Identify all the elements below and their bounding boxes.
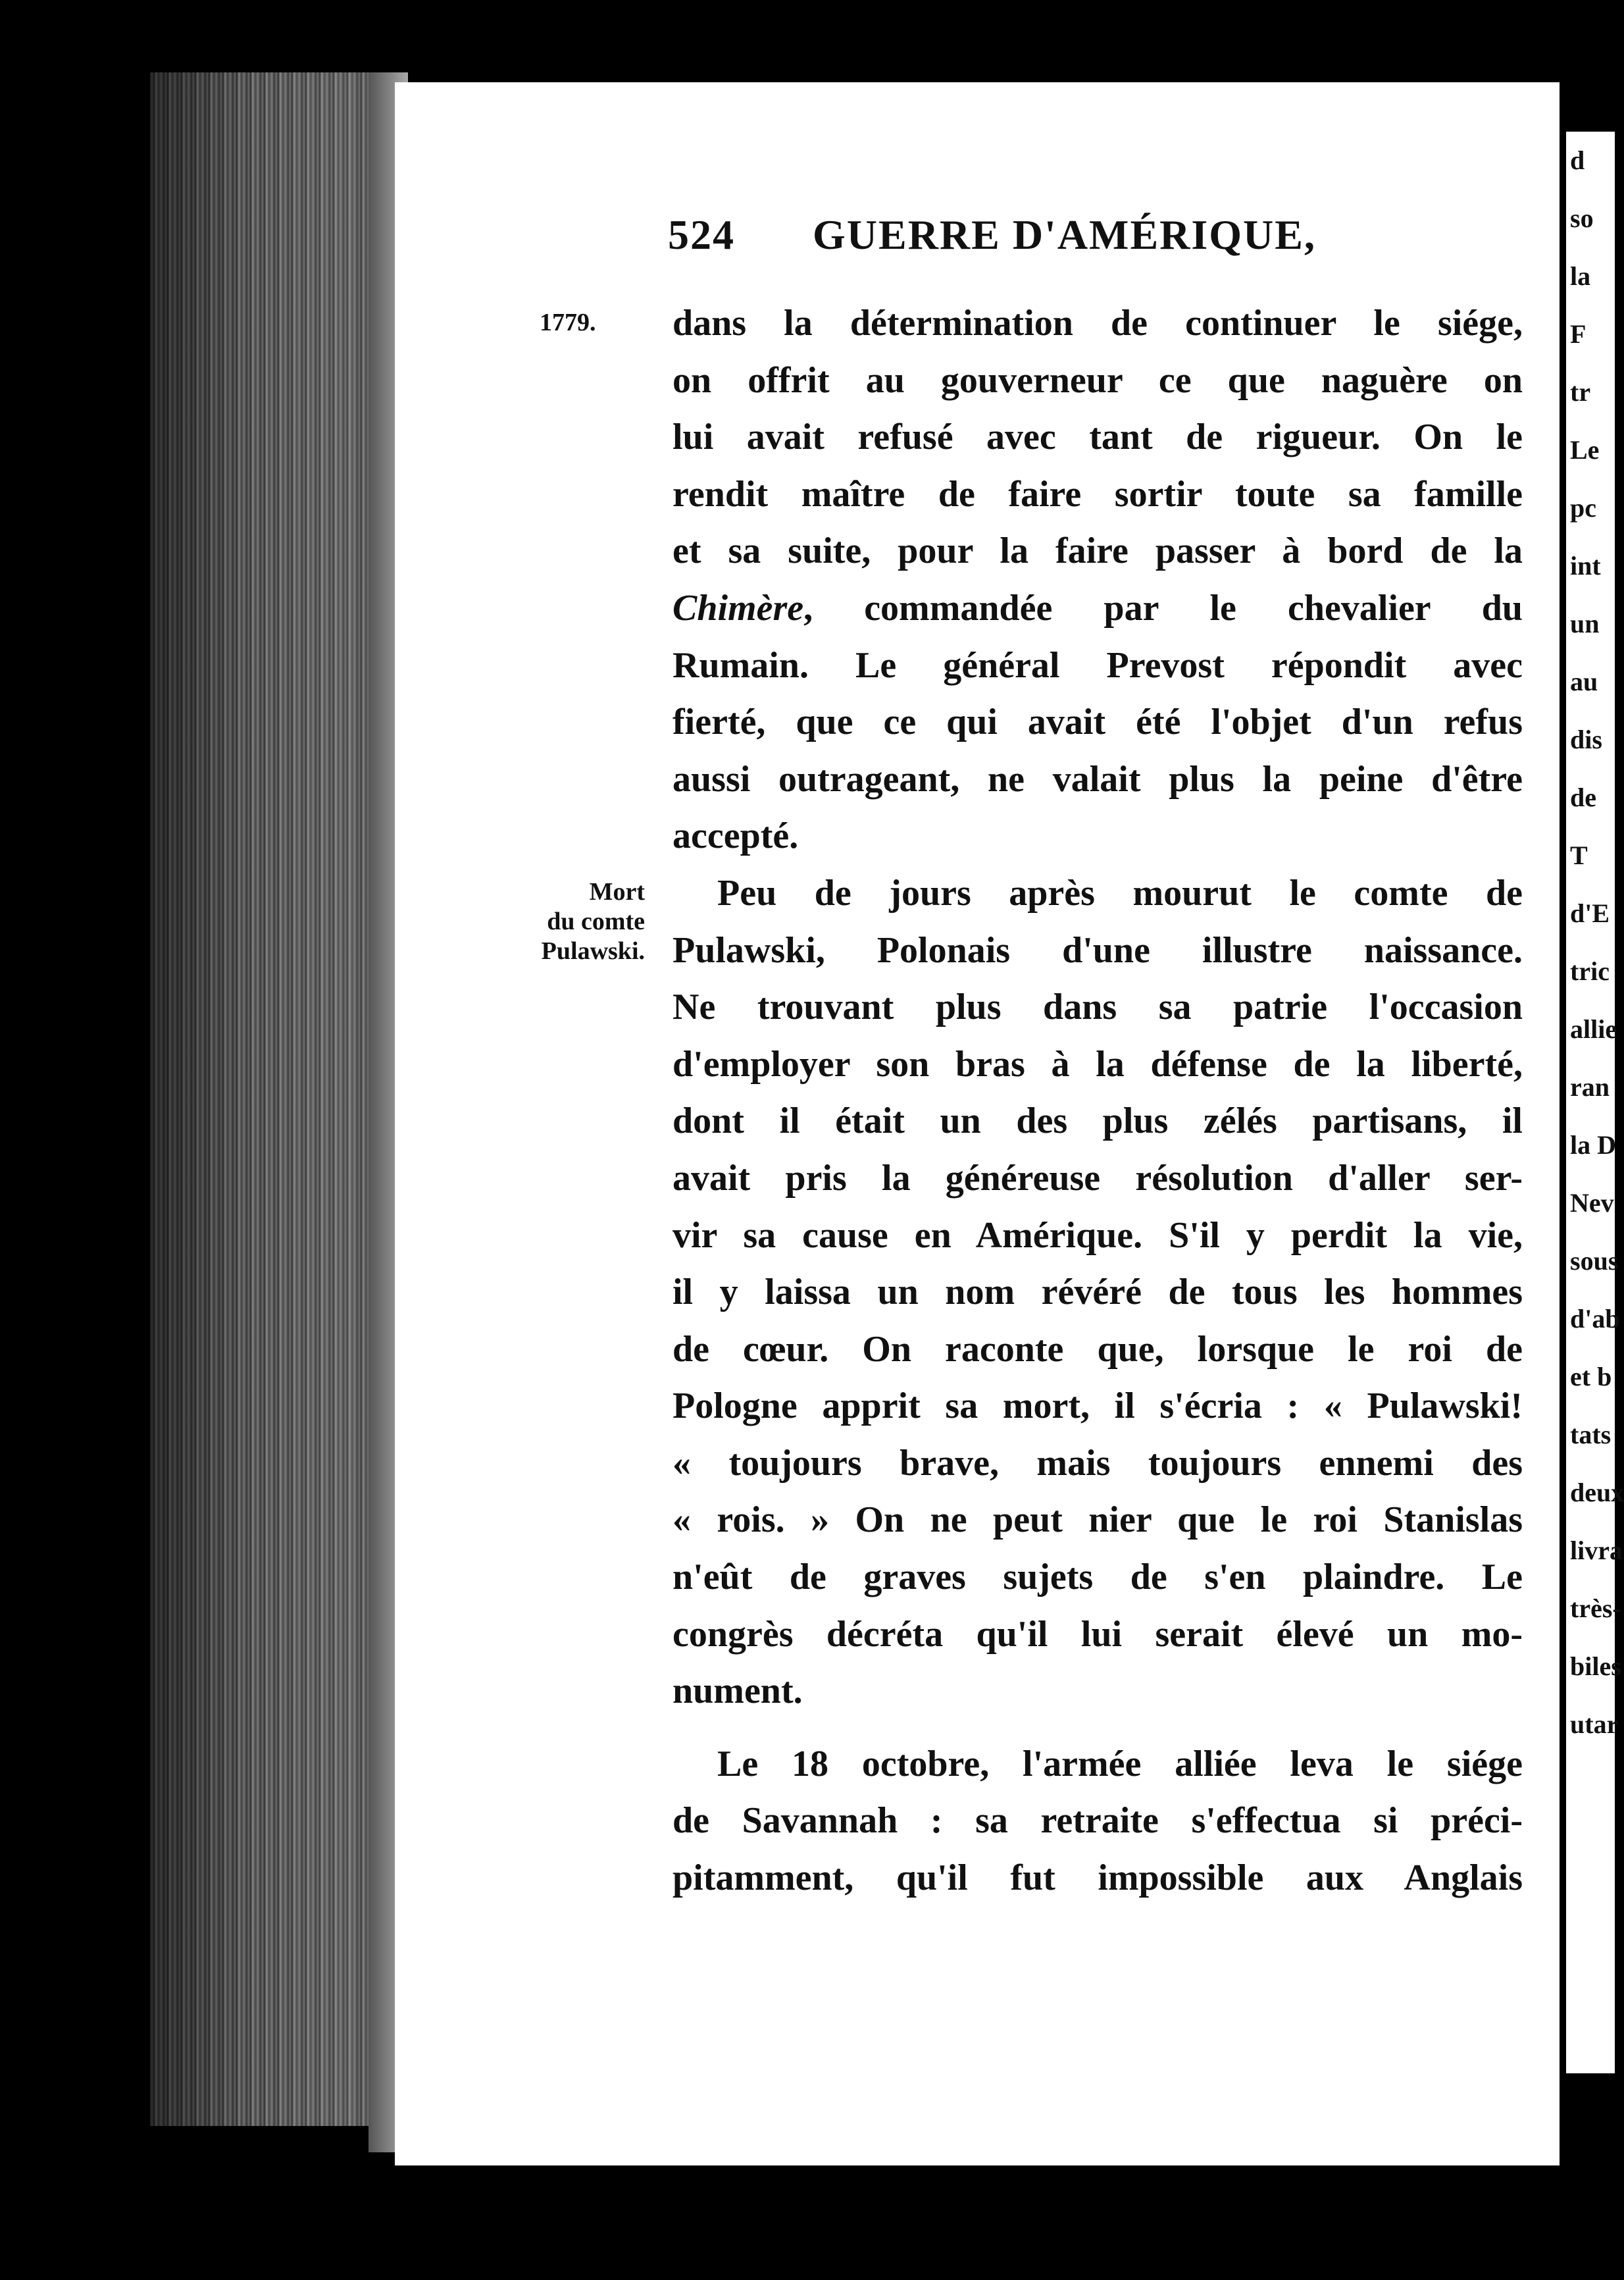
facing-page-fragment: d'E	[1570, 898, 1610, 928]
body-text	[672, 295, 1523, 1907]
text-line: Rumain. Le général Prevost répondit avec	[672, 644, 1523, 686]
facing-page-fragment: utar	[1570, 1709, 1619, 1739]
facing-page-fragment: ran	[1570, 1072, 1610, 1102]
facing-page-fragment: pc	[1570, 493, 1596, 523]
facing-page-fragment: au	[1570, 667, 1598, 696]
facing-page-fragment: dis	[1570, 725, 1602, 754]
text-line: n'eût de graves sujets de s'en plaindre. Le	[672, 1557, 1523, 1598]
paragraph	[672, 295, 1523, 865]
margin-note-line: Pulawski.	[541, 937, 645, 965]
text-line: Chimère, commandée par le chevalier du	[672, 587, 1523, 629]
text-line: et sa suite, pour la faire passer à bord de la	[672, 531, 1523, 572]
facing-page-fragment: d'ab	[1570, 1304, 1620, 1334]
facing-page-fragment: et b	[1570, 1362, 1612, 1391]
facing-page-fragment: la D	[1570, 1130, 1616, 1160]
facing-page-fragment: tr	[1570, 377, 1591, 407]
text-line: fierté, que ce qui avait été l'objet d'un refus	[672, 702, 1523, 743]
text-line: il y laissa un nom révéré de tous les hommes	[672, 1272, 1523, 1313]
text-line: congrès décréta qu'il lui serait élevé un mo-	[672, 1613, 1523, 1655]
facing-page-fragment: un	[1570, 609, 1600, 638]
text-line: vir sa cause en Amérique. S'il y perdit la vie,	[672, 1214, 1523, 1256]
year-marker: 1779.	[540, 309, 596, 336]
facing-page-fragment: Nev	[1570, 1188, 1614, 1218]
text-line: dans la détermination de continuer le siége,	[672, 303, 1523, 344]
facing-page-fragment: sous	[1570, 1246, 1619, 1276]
facing-page-fragment: Le	[1570, 435, 1600, 465]
text-line: rendit maître de faire sortir toute sa famille	[672, 473, 1523, 515]
paragraph-gap	[672, 1720, 1523, 1736]
text-line: Pulawski, Polonais d'une illustre naissance.	[672, 929, 1523, 971]
text-line: « toujours brave, mais toujours ennemi des	[672, 1442, 1523, 1484]
text-line: de Savannah : sa retraite s'effectua si préci-	[672, 1800, 1523, 1842]
text-line: Le 18 octobre, l'armée alliée leva le siége	[717, 1743, 1523, 1784]
page-number: 524	[668, 211, 735, 258]
facing-page-fragment: F	[1570, 319, 1586, 349]
margin-note	[487, 877, 645, 966]
facing-page-sliver	[1566, 132, 1624, 2073]
margin-note-line: Mort	[589, 878, 645, 906]
text-line: d'employer son bras à la défense de la liberté,	[672, 1043, 1523, 1085]
facing-page-fragment: livra	[1570, 1536, 1623, 1565]
paragraph	[672, 865, 1523, 1720]
text-line: pitamment, qu'il fut impossible aux Anglais	[672, 1857, 1523, 1899]
facing-page-fragment: d	[1570, 145, 1585, 175]
text-line: « rois. » On ne peut nier que le roi Stanislas	[672, 1499, 1523, 1541]
facing-page-fragment: de	[1570, 783, 1596, 812]
text-line: Peu de jours après mourut le comte de	[717, 872, 1523, 914]
text-line: accepté.	[672, 816, 799, 857]
text-line: nument.	[672, 1671, 803, 1712]
text-line: Pologne apprit sa mort, il s'écria : « Pulawski!	[672, 1386, 1523, 1427]
paragraph	[672, 1736, 1523, 1907]
facing-page-fragment: tric	[1570, 956, 1610, 986]
facing-page-fragment: deux	[1570, 1478, 1624, 1507]
facing-page-fragment: biles	[1570, 1651, 1621, 1681]
text-line: aussi outrageant, ne valait plus la peine d'être	[672, 758, 1523, 800]
facing-page-fragment: très-	[1570, 1593, 1621, 1623]
facing-page-fragment: tats	[1570, 1420, 1611, 1449]
ship-name: Chimère	[672, 587, 804, 629]
text-line: dont il était un des plus zélés partisans, il	[672, 1101, 1523, 1142]
text-line: avait pris la généreuse résolution d'aller ser-	[672, 1157, 1523, 1199]
facing-page-fragment: T	[1570, 841, 1588, 870]
book-page-edges	[150, 72, 400, 2126]
text-line: Ne trouvant plus dans sa patrie l'occasion	[672, 987, 1523, 1028]
facing-page-fragment: so	[1570, 203, 1594, 233]
running-title: GUERRE D'AMÉRIQUE,	[813, 211, 1316, 258]
margin-note-line: du comte	[547, 908, 645, 935]
facing-page-fragment: la	[1570, 261, 1591, 291]
facing-page-fragment: int	[1570, 551, 1601, 581]
text-line: de cœur. On raconte que, lorsque le roi de	[672, 1328, 1523, 1370]
running-head	[668, 211, 1392, 270]
text-line: on offrit au gouverneur ce que naguère on	[672, 359, 1523, 401]
facing-page-fragment: allie	[1570, 1014, 1617, 1044]
text-line: lui avait refusé avec tant de rigueur. On le	[672, 417, 1523, 458]
